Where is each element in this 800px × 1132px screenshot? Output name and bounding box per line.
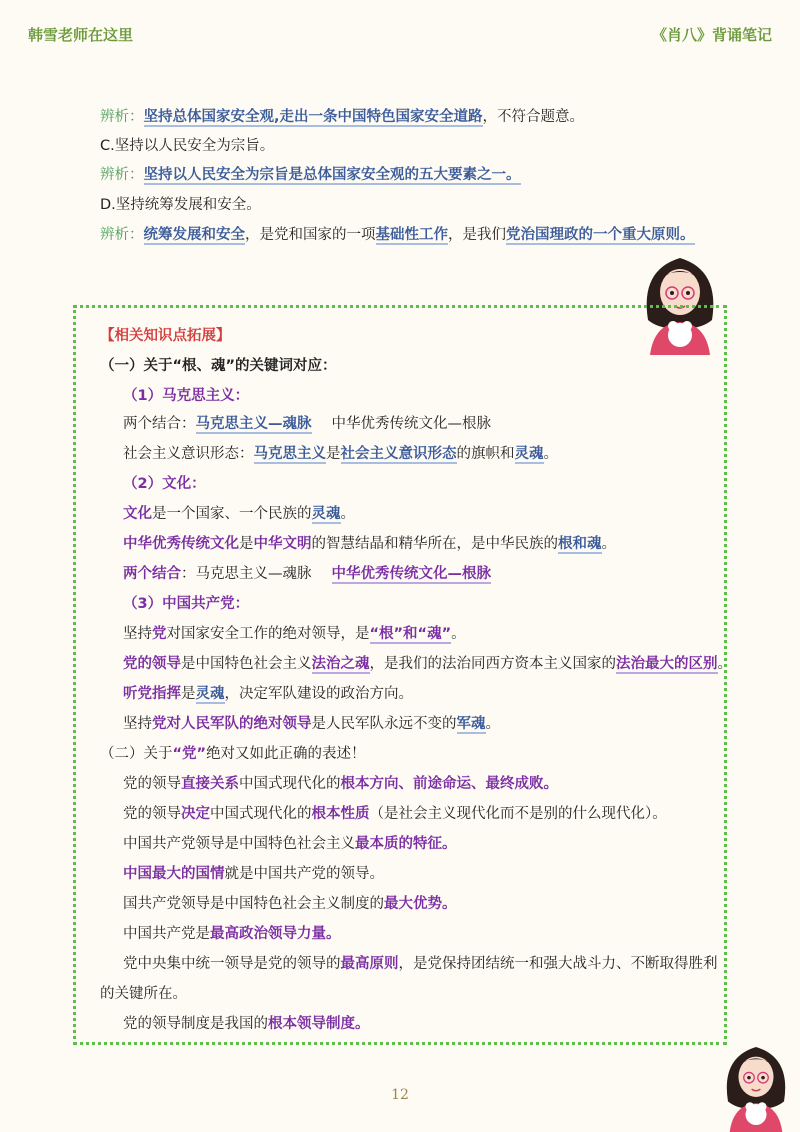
plain-text: 中国共产党领导是中国特色社会主义 [123, 836, 355, 852]
knowledge-line [123, 653, 732, 675]
plain-text: 。 [543, 446, 558, 462]
knowledge-line [123, 683, 413, 705]
knowledge-line [123, 803, 667, 825]
knowledge-line [123, 713, 500, 735]
analysis-line [100, 224, 695, 246]
plain-text: 是 [239, 536, 254, 552]
emphasis-text: 法治之魂 [311, 656, 370, 672]
plain-text: 是中国特色社会主义 [181, 656, 312, 672]
knowledge-line [123, 623, 466, 645]
emphasis-text: 直接关系 [181, 776, 239, 792]
subsection-heading: （1）马克思主义： [123, 388, 250, 404]
emphasis-text: 最本质的特征。 [355, 836, 457, 852]
highlight-text: 灵魂 [514, 446, 544, 462]
plain-text: ，是党保持团结统一和强大战斗力、不断取得胜利 [398, 956, 718, 972]
plain-text: 中国共产党是 [123, 926, 210, 942]
plain-text: 是一个国家、一个民族的 [152, 506, 312, 522]
highlight-text: 灵魂 [195, 686, 225, 702]
knowledge-line [123, 863, 384, 885]
emphasis-text: 中华优秀传统文化—根脉 [331, 566, 491, 582]
emphasis-text: 根本性质 [311, 806, 370, 822]
highlight-text: 马克思主义 [253, 446, 326, 462]
plain-text: 。 [340, 506, 355, 522]
knowledge-line [123, 923, 341, 945]
knowledge-line: 的关键所在。 [100, 986, 187, 1002]
knowledge-line [123, 443, 558, 465]
highlight-text: 基础性工作 [375, 227, 448, 243]
emphasis-text: 最大优势。 [384, 896, 457, 912]
page-number: 12 [391, 1087, 409, 1103]
plain-text: （是社会主义现代化而不是别的什么现代化）。 [369, 806, 667, 822]
knowledge-line [123, 1013, 370, 1035]
knowledge-line [123, 563, 491, 585]
plain-text: 党的领导制度是我国的 [123, 1016, 268, 1032]
option-line: D.坚持统筹发展和安全。 [100, 197, 261, 213]
highlight-text: 坚持总体国家安全观,走出一条中国特色国家安全道路 [143, 109, 483, 125]
knowledge-line [123, 413, 491, 435]
teacher-avatar-illustration-bottom [720, 1040, 792, 1132]
emphasis-text: 中华优秀传统文化 [123, 536, 239, 552]
knowledge-line [123, 833, 457, 855]
section-heading: （一）关于“根、魂”的关键词对应： [100, 358, 337, 374]
plain-text: 中国式现代化的 [210, 806, 312, 822]
plain-text: 两个结合： [123, 416, 196, 432]
analysis-tag: 辨析： [100, 109, 144, 125]
knowledge-line [123, 533, 616, 555]
subsection-heading: （2）文化： [123, 476, 206, 492]
emphasis-text: 最高原则 [340, 956, 399, 972]
emphasis-text: 法治最大的区别 [616, 656, 718, 672]
plain-text: 就是中国共产党的领导。 [224, 866, 384, 882]
analysis-tag: 辨析： [100, 227, 144, 243]
plain-text: ，不符合题意。 [482, 109, 585, 125]
highlight-text: 马克思主义—魂脉 [195, 416, 312, 432]
emphasis-text: 党的领导 [123, 656, 181, 672]
plain-text: ，是我们 [448, 227, 506, 243]
plain-text: 是人民军队永远不变的 [311, 716, 457, 732]
plain-text: 中华优秀传统文化—根脉 [331, 416, 491, 432]
emphasis-text: 中华文明 [253, 536, 312, 552]
emphasis-text: 两个结合 [123, 566, 181, 582]
analysis-line [100, 164, 521, 186]
emphasis-text: 根本方向、前途命运、最终成败。 [340, 776, 558, 792]
analysis-line [100, 106, 584, 128]
knowledge-line [123, 893, 457, 915]
emphasis-text: 中国最大的国情 [123, 866, 225, 882]
plain-text: 党的领导 [123, 776, 181, 792]
plain-text: 是 [326, 446, 341, 462]
highlight-text: 坚持以人民安全为宗旨是总体国家安全观的五大要素之一。 [143, 167, 521, 183]
emphasis-text: 最高政治领导力量。 [210, 926, 341, 942]
plain-text: ，是党和国家的一项 [245, 227, 376, 243]
emphasis-text: 决定 [181, 806, 210, 822]
plain-text: 。 [451, 626, 466, 642]
plain-text: 坚持 [123, 716, 152, 732]
plain-text: 社会主义意识形态： [123, 446, 254, 462]
box-title: 【相关知识点拓展】 [100, 328, 231, 344]
plain-text: 的智慧结晶和精华所在，是中华民族的 [311, 536, 558, 552]
plain-text: ，决定军队建设的政治方向。 [224, 686, 413, 702]
knowledge-line [123, 503, 355, 525]
header-author: 韩雪老师在这里 [28, 26, 134, 44]
plain-text: 党的领导 [123, 806, 181, 822]
highlight-text: 党治国理政的一个重大原则。 [506, 227, 695, 243]
emphasis-text: 文化 [123, 506, 152, 522]
highlight-text: 社会主义意识形态 [340, 446, 457, 462]
highlight-text: 军魂 [456, 716, 486, 732]
emphasis-text: 根本领导制度。 [268, 1016, 370, 1032]
plain-text: 是 [181, 686, 196, 702]
plain-text: 中国式现代化的 [239, 776, 341, 792]
highlight-text: 灵魂 [311, 506, 341, 522]
plain-text: 。 [485, 716, 500, 732]
emphasis-text: “党” [172, 746, 207, 762]
plain-text: ：马克思主义—魂脉 [181, 566, 312, 582]
plain-text: 国共产党领导是中国特色社会主义制度的 [123, 896, 384, 912]
plain-text: （二）关于 [100, 746, 173, 762]
plain-text: 对国家安全工作的绝对领导，是 [166, 626, 370, 642]
plain-text: 绝对又如此正确的表述！ [206, 746, 366, 762]
emphasis-text: 党对人民军队的绝对领导 [152, 716, 312, 732]
analysis-tag: 辨析： [100, 167, 144, 183]
plain-text: 。 [601, 536, 616, 552]
section-heading [100, 743, 366, 765]
emphasis-text: “根”和“魂” [369, 626, 452, 642]
plain-text: ，是我们的法治同西方资本主义国家的 [369, 656, 616, 672]
subsection-heading: （3）中国共产党： [123, 596, 250, 612]
plain-text: 的旗帜和 [456, 446, 515, 462]
knowledge-line [123, 953, 718, 975]
emphasis-text: 党 [152, 626, 167, 642]
highlight-text: 根和魂 [558, 536, 602, 552]
header-book-title: 《肖八》背诵笔记 [651, 26, 772, 44]
plain-text: 。 [717, 656, 732, 672]
highlight-text: 统筹发展和安全 [143, 227, 245, 243]
plain-text: 党中央集中统一领导是党的领导的 [123, 956, 341, 972]
plain-text: 坚持 [123, 626, 152, 642]
knowledge-line [123, 773, 558, 795]
option-line: C.坚持以人民安全为宗旨。 [100, 138, 275, 154]
emphasis-text: 听党指挥 [123, 686, 181, 702]
